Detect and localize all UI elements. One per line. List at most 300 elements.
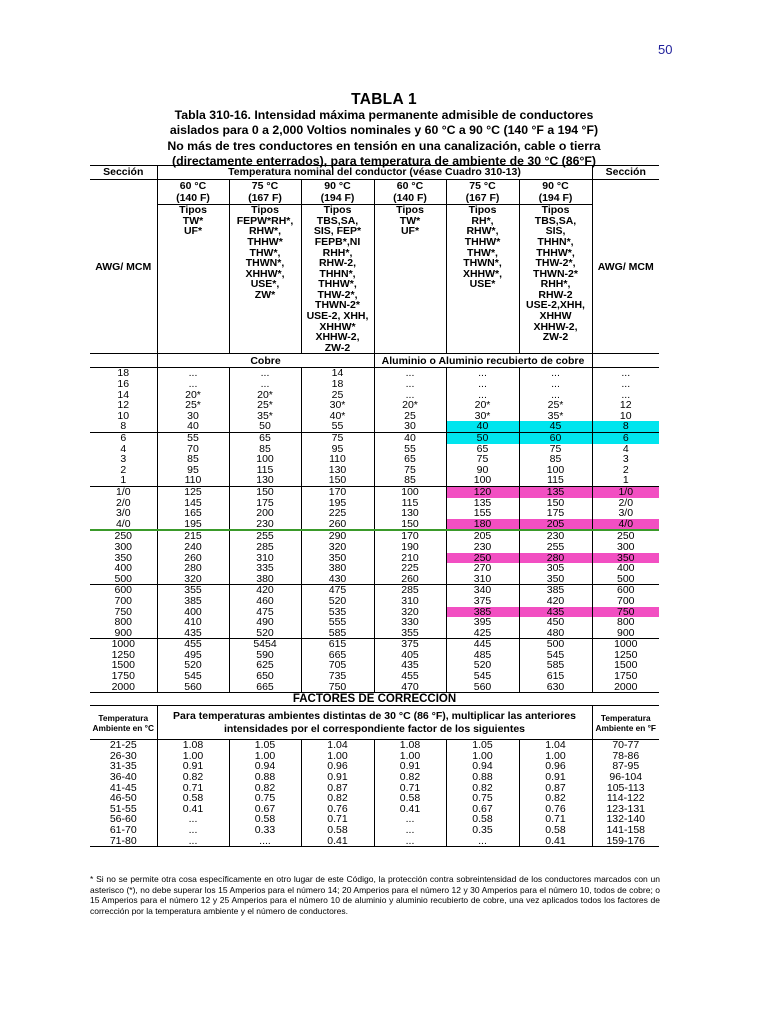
factor-cell: 0.88 (229, 772, 301, 783)
ampacity-cell: 375 (446, 596, 519, 607)
ampacity-cell: 285 (229, 542, 301, 553)
awg-size-cell: 6 (592, 433, 659, 444)
ampacity-cell: 455 (157, 639, 229, 650)
ampacity-cell: 545 (446, 671, 519, 682)
ampacity-table (90, 165, 656, 847)
temp-ambiente-f-header: Temperatura Ambiente en °F (592, 706, 659, 740)
awg-size-cell: 10 (117, 410, 130, 422)
ampacity-cell: 560 (157, 682, 229, 693)
factor-cell: 0.82 (229, 783, 301, 794)
ampacity-cell: 30* (301, 400, 374, 411)
conductor-type: THHN*, (537, 235, 574, 248)
ambient-temp-cell: 123-131 (606, 803, 646, 815)
ampacity-cell: 350 (519, 574, 592, 585)
ampacity-cell: 25 (374, 411, 446, 422)
ampacity-cell: 230 (229, 519, 301, 531)
temp-c-header: 60 °C (374, 180, 446, 193)
factor-cell: 0.41 (157, 804, 229, 815)
factor-cell: 1.00 (374, 751, 446, 762)
ampacity-cell: 585 (301, 628, 374, 639)
factor-cell: 0.96 (301, 761, 374, 772)
ampacity-cell: 435 (374, 660, 446, 671)
factor-cell: ... (374, 814, 446, 825)
awg-size-cell: 800 (114, 617, 133, 628)
ampacity-cell: 35* (229, 411, 301, 422)
table-row (90, 390, 659, 401)
ampacity-cell: 18 (301, 379, 374, 390)
awg-size-cell: 14 (117, 389, 130, 401)
ampacity-cell: 385 (446, 607, 519, 618)
ampacity-cell: 35* (519, 411, 592, 422)
awg-size-cell: 3/0 (618, 508, 634, 519)
temp-c-header: 90 °C (301, 180, 374, 193)
factor-cell: 0.75 (229, 793, 301, 804)
ampacity-cell: 25* (157, 400, 229, 411)
conductor-type: RHW-2 (538, 288, 573, 301)
ampacity-cell: 590 (229, 650, 301, 661)
awg-size-cell: 300 (616, 541, 635, 553)
table-row (90, 563, 659, 574)
ampacity-cell: 150 (229, 486, 301, 497)
temp-f-header: (167 F) (446, 192, 519, 205)
ambient-temp-cell: 56-60 (109, 814, 137, 825)
ampacity-cell: 85 (229, 444, 301, 455)
ampacity-cell: 125 (157, 486, 229, 497)
conductor-types-cell (301, 205, 374, 354)
ambient-temp-cell: 141-158 (606, 825, 646, 836)
factor-row (90, 740, 659, 751)
conductor-type: Tipos (179, 204, 207, 217)
table-row (90, 454, 659, 465)
awg-size-cell: 18 (117, 367, 130, 380)
ampacity-cell: 665 (229, 682, 301, 693)
ampacity-cell: 285 (374, 585, 446, 596)
ampacity-cell: 20* (374, 400, 446, 411)
temp-c-header: 75 °C (446, 180, 519, 193)
ampacity-cell: 400 (157, 607, 229, 618)
ampacity-cell: 55 (374, 444, 446, 455)
table-row (90, 411, 659, 422)
cobre-header: Cobre (157, 354, 374, 368)
factor-cell: 0.91 (157, 761, 229, 772)
ampacity-cell: 25 (301, 390, 374, 401)
factor-cell: 1.04 (301, 740, 374, 751)
ambient-temp-cell: 78-86 (612, 750, 640, 762)
ampacity-cell: 290 (301, 530, 374, 542)
ampacity-cell: 50 (229, 421, 301, 432)
factor-cell: 1.00 (519, 751, 592, 762)
ampacity-cell: 250 (446, 553, 519, 564)
ampacity-cell: 115 (519, 475, 592, 486)
awg-size-cell: 300 (114, 541, 133, 553)
factor-cell: ... (374, 825, 446, 836)
conductor-type: THHW*, (318, 278, 357, 291)
awg-size-cell: 350 (114, 552, 133, 564)
conductor-type: THHW*, (536, 246, 575, 259)
ampacity-cell: 30* (446, 411, 519, 422)
ampacity-cell: 120 (446, 486, 519, 497)
table-row (90, 542, 659, 553)
ampacity-cell: 435 (519, 607, 592, 618)
conductor-type: XHHW-2, (533, 320, 578, 333)
ambient-temp-cell: 21-25 (109, 739, 137, 751)
factor-cell: 0.71 (519, 814, 592, 825)
ambient-temp-cell: 41-45 (109, 782, 137, 794)
ampacity-cell: 130 (374, 508, 446, 519)
ampacity-cell: 430 (301, 574, 374, 585)
ampacity-cell: 310 (374, 596, 446, 607)
ampacity-cell: 385 (157, 596, 229, 607)
ampacity-cell: 380 (229, 574, 301, 585)
conductor-types-cell (229, 205, 301, 354)
ampacity-cell: 320 (374, 607, 446, 618)
ampacity-rows (90, 368, 659, 693)
awg-size-cell: 4/0 (90, 519, 157, 531)
ampacity-cell: 585 (519, 660, 592, 671)
factor-row (90, 772, 659, 783)
ampacity-cell: 475 (229, 607, 301, 618)
ampacity-cell: ... (374, 368, 446, 379)
ampacity-cell: 150 (301, 475, 374, 486)
ampacity-cell: 380 (301, 563, 374, 574)
ambient-temp-cell: 26-30 (109, 750, 137, 762)
conductor-type: FEPW*RH*, (236, 214, 294, 227)
ampacity-cell: 750 (301, 682, 374, 693)
ambient-temp-cell: 132-140 (606, 814, 646, 825)
ampacity-cell: ... (446, 379, 519, 390)
ampacity-cell: 30 (157, 411, 229, 422)
ampacity-cell: 175 (519, 508, 592, 519)
conductor-type: THW*, (467, 246, 498, 259)
factor-cell: 0.33 (229, 825, 301, 836)
ampacity-cell: 205 (519, 519, 592, 531)
ampacity-cell: 460 (229, 596, 301, 607)
ampacity-cell: 420 (229, 585, 301, 596)
ampacity-cell: 260 (301, 519, 374, 531)
ampacity-cell: 65 (229, 433, 301, 444)
ampacity-cell: 75 (301, 433, 374, 444)
ampacity-cell: 230 (446, 542, 519, 553)
table-row (90, 596, 659, 607)
conductor-type: UF* (183, 225, 203, 238)
ampacity-cell: 520 (446, 660, 519, 671)
table-row (90, 682, 659, 693)
awg-size-cell: 250 (114, 530, 133, 542)
conductor-type: THHW* (464, 235, 501, 248)
ampacity-cell: 100 (446, 475, 519, 486)
factor-cell: ... (157, 836, 229, 847)
ampacity-cell: 615 (519, 671, 592, 682)
conductor-types-cell (374, 205, 446, 354)
ampacity-cell: 520 (229, 628, 301, 639)
ampacity-cell: 225 (301, 508, 374, 519)
factor-row (90, 761, 659, 772)
ampacity-cell: 560 (446, 682, 519, 693)
awg-size-cell: ... (621, 379, 631, 390)
ampacity-cell: 100 (519, 465, 592, 476)
ampacity-cell: 355 (157, 585, 229, 596)
awg-size-cell: 1 (90, 475, 157, 486)
ampacity-cell: 25* (519, 400, 592, 411)
temp-c-header: 90 °C (519, 180, 592, 193)
ampacity-cell: 45 (519, 421, 592, 432)
awg-size-cell: 16 (117, 379, 130, 390)
table-row (90, 639, 659, 650)
table-row (90, 650, 659, 661)
ampacity-cell: 280 (157, 563, 229, 574)
conductor-type: THHN*, (319, 267, 356, 280)
factor-cell: 0.91 (519, 772, 592, 783)
ambient-temp-cell: 36-40 (109, 772, 137, 783)
table-row (90, 486, 659, 497)
factor-cell: 0.58 (446, 814, 519, 825)
ampacity-cell: 100 (374, 486, 446, 497)
table-row (90, 519, 659, 531)
factor-row (90, 836, 659, 847)
conductor-type: RHW-2, (318, 257, 357, 270)
table-row (90, 617, 659, 628)
factor-row (90, 793, 659, 804)
ampacity-cell: 175 (229, 498, 301, 509)
ampacity-cell: 280 (519, 553, 592, 564)
conductor-type: ZW-2 (542, 331, 569, 344)
ampacity-cell: ... (519, 390, 592, 401)
ampacity-cell: 110 (301, 454, 374, 465)
conductor-type: ZW* (254, 288, 276, 301)
factor-row (90, 804, 659, 815)
conductor-types-cell (446, 205, 519, 354)
ampacity-cell: 335 (229, 563, 301, 574)
ambient-temp-cell: 96-104 (609, 772, 643, 783)
factor-cell: 1.05 (446, 740, 519, 751)
conductor-type: XHHW*, (245, 267, 285, 280)
factor-row (90, 751, 659, 762)
factor-cell: 0.35 (446, 825, 519, 836)
awg-size-cell: 500 (592, 574, 659, 585)
factor-cell: 0.71 (157, 783, 229, 794)
factor-rows (90, 740, 659, 847)
awg-size-cell: 10 (619, 410, 632, 422)
table-row (90, 508, 659, 519)
ampacity-cell: 85 (157, 454, 229, 465)
table-row (90, 671, 659, 682)
ampacity-cell: 195 (301, 498, 374, 509)
factor-row (90, 814, 659, 825)
subtitle-line: No más de tres conductores en tensión en una canalización, cable o tierra (167, 138, 601, 153)
conductor-type: TBS,SA, (534, 214, 577, 227)
ampacity-cell: 55 (157, 433, 229, 444)
awg-size-cell: 1000 (614, 638, 638, 650)
ampacity-cell: 255 (519, 542, 592, 553)
ampacity-cell: 385 (519, 585, 592, 596)
awg-size-cell: 4 (120, 443, 127, 455)
awg-label-text: AWG/ MCM (95, 260, 152, 273)
ampacity-cell: 260 (374, 574, 446, 585)
factor-cell: 0.91 (301, 772, 374, 783)
conductor-type: THWN-2* (315, 299, 360, 312)
factor-cell: 1.00 (157, 751, 229, 762)
awg-size-cell: 750 (114, 606, 133, 618)
conductor-type: RHH*, (322, 246, 353, 259)
awg-size-cell: 1/0 (115, 486, 131, 498)
ampacity-cell: 435 (157, 628, 229, 639)
ampacity-cell: 395 (446, 617, 519, 628)
factor-cell: 0.76 (301, 804, 374, 815)
conductor-type: USE*, (250, 278, 280, 291)
conductor-type: USE-2, XHH, (306, 310, 369, 323)
ampacity-cell: 625 (229, 660, 301, 671)
factor-cell: ... (157, 814, 229, 825)
ampacity-cell: 270 (446, 563, 519, 574)
awg-size-cell: 700 (616, 595, 635, 607)
conductor-type: Tipos (251, 204, 279, 217)
material-spacer (592, 354, 659, 368)
ampacity-cell: 20* (157, 390, 229, 401)
table-row (90, 530, 659, 542)
awg-size-cell: 2/0 (115, 497, 131, 509)
table-row (90, 574, 659, 585)
awg-label-left (90, 180, 157, 354)
table-row (90, 400, 659, 411)
temp-f-header: (194 F) (301, 192, 374, 205)
ampacity-cell: 630 (519, 682, 592, 693)
ampacity-cell: 95 (157, 465, 229, 476)
ampacity-cell: ... (157, 368, 229, 379)
awg-size-cell: 1500 (614, 660, 638, 672)
conductor-type: RHH*, (540, 278, 571, 291)
ambient-temp-cell: 61-70 (109, 825, 137, 836)
ampacity-cell: 255 (229, 530, 301, 542)
ampacity-cell: 40* (301, 411, 374, 422)
ampacity-cell: 470 (374, 682, 446, 693)
factor-cell: 0.88 (446, 772, 519, 783)
seccion-header-left: Sección (90, 166, 157, 180)
ampacity-cell: 425 (446, 628, 519, 639)
conductor-type: XHHW* (319, 320, 356, 333)
footnote: * Si no se permite otra cosa específicamente en otro lugar de este Código, la protección contra sobreintensidad de los conductores marcados con un asterisco (*), no debe superar los 15 Amperios para el número 14; 20 Amperios para el número 12 y 30 Amperios para el número 10, todos de cobre; o 15 Amperios para el número 12 y 25 Amperios para el número 10 de aluminio y aluminio recubierto de cobre, una vez aplicados todos los factores de corrección por la temperatura ambiente y el número de conductores. (90, 874, 660, 916)
awg-size-cell: ... (621, 367, 631, 380)
temp-ambiente-c-header: Temperatura Ambiente en °C (90, 706, 157, 740)
ampacity-cell: 555 (301, 617, 374, 628)
conductor-type: SIS, (545, 225, 566, 238)
ampacity-cell: 25* (229, 400, 301, 411)
awg-size-cell: 900 (90, 628, 157, 639)
awg-size-cell: 1750 (111, 671, 135, 682)
ampacity-cell: 705 (301, 660, 374, 671)
table-row (90, 475, 659, 486)
factor-cell: 0.67 (446, 804, 519, 815)
ampacity-cell: 40 (374, 433, 446, 444)
ampacity-cell: 155 (446, 508, 519, 519)
ampacity-cell: 70 (157, 444, 229, 455)
factors-note: Para temperaturas ambientes distintas de 30 °C (86 °F), multiplicar las anteriores intensidades por el correspondiente factor de los siguientes (157, 706, 592, 740)
ampacity-cell: 195 (157, 519, 229, 531)
ampacity-cell: 95 (301, 444, 374, 455)
ampacity-cell: 170 (374, 530, 446, 542)
temp-f-header: (194 F) (519, 192, 592, 205)
factor-cell: 0.87 (301, 783, 374, 794)
factor-cell: ... (374, 836, 446, 847)
temp-c-header: 75 °C (229, 180, 301, 193)
ampacity-cell: 410 (157, 617, 229, 628)
factor-cell: ... (157, 825, 229, 836)
factor-cell: 0.82 (519, 793, 592, 804)
ambient-temp-cell: 46-50 (109, 793, 137, 804)
awg-size-cell: 900 (592, 628, 659, 639)
factor-cell: 1.04 (519, 740, 592, 751)
ampacity-cell: 190 (374, 542, 446, 553)
ampacity-cell: 145 (157, 498, 229, 509)
conductor-type: Tipos (468, 204, 497, 217)
factor-cell: 0.67 (229, 804, 301, 815)
awg-size-cell: 400 (114, 563, 133, 574)
ampacity-cell: 355 (374, 628, 446, 639)
ampacity-cell: 55 (301, 421, 374, 432)
table-row (90, 585, 659, 596)
temp-f-header: (140 F) (157, 192, 229, 205)
ampacity-cell: 320 (301, 542, 374, 553)
ampacity-cell: 240 (157, 542, 229, 553)
ampacity-cell: ... (446, 368, 519, 379)
conductor-type: RHW*, (248, 225, 282, 238)
ampacity-cell: 110 (157, 475, 229, 486)
ampacity-cell: ... (374, 379, 446, 390)
ampacity-cell: 615 (301, 639, 374, 650)
awg-size-cell: 1750 (614, 671, 638, 682)
awg-size-cell: 400 (616, 563, 635, 574)
ambient-temp-cell: 159-176 (592, 836, 659, 847)
conductor-type: THWN-2* (533, 267, 578, 280)
awg-size-cell: 2000 (592, 682, 659, 693)
ampacity-cell: 40 (157, 421, 229, 432)
ampacity-cell: 330 (374, 617, 446, 628)
ampacity-cell: 30 (374, 421, 446, 432)
ampacity-cell: 260 (157, 553, 229, 564)
factor-cell: 0.91 (374, 761, 446, 772)
ampacity-cell: 205 (446, 530, 519, 542)
conductor-type: SIS, FEP* (313, 225, 362, 238)
ampacity-cell: 75 (374, 465, 446, 476)
ampacity-cell: 115 (229, 465, 301, 476)
conductor-type: UF* (400, 225, 420, 238)
ampacity-cell: 545 (157, 671, 229, 682)
ampacity-cell: 135 (519, 486, 592, 497)
factor-row (90, 783, 659, 794)
ampacity-cell: 210 (374, 553, 446, 564)
ampacity-cell: 545 (519, 650, 592, 661)
conductor-type: FEPB*,NI (314, 235, 361, 248)
ampacity-cell: 14 (301, 368, 374, 379)
table-row (90, 433, 659, 444)
ampacity-cell: 535 (301, 607, 374, 618)
awg-size-cell: 8 (90, 421, 157, 432)
conductor-type: ZW-2 (324, 341, 351, 354)
ampacity-cell: 150 (519, 498, 592, 509)
factor-cell: 0.58 (229, 814, 301, 825)
page-title: TABLA 1 (351, 91, 417, 108)
ampacity-cell: 455 (374, 671, 446, 682)
ampacity-cell: 50 (446, 433, 519, 444)
awg-size-cell: 12 (117, 400, 130, 411)
conductor-type: THW-2*, (535, 257, 576, 270)
conductor-type: TW* (399, 214, 421, 227)
factor-cell: 0.41 (301, 836, 374, 847)
ambient-temp-cell: 87-95 (612, 761, 640, 773)
ampacity-cell: ... (374, 390, 446, 401)
awg-size-cell: 3 (120, 454, 127, 465)
ampacity-cell: 405 (374, 650, 446, 661)
aluminio-header: Aluminio o Aluminio recubierto de cobre (374, 354, 592, 368)
